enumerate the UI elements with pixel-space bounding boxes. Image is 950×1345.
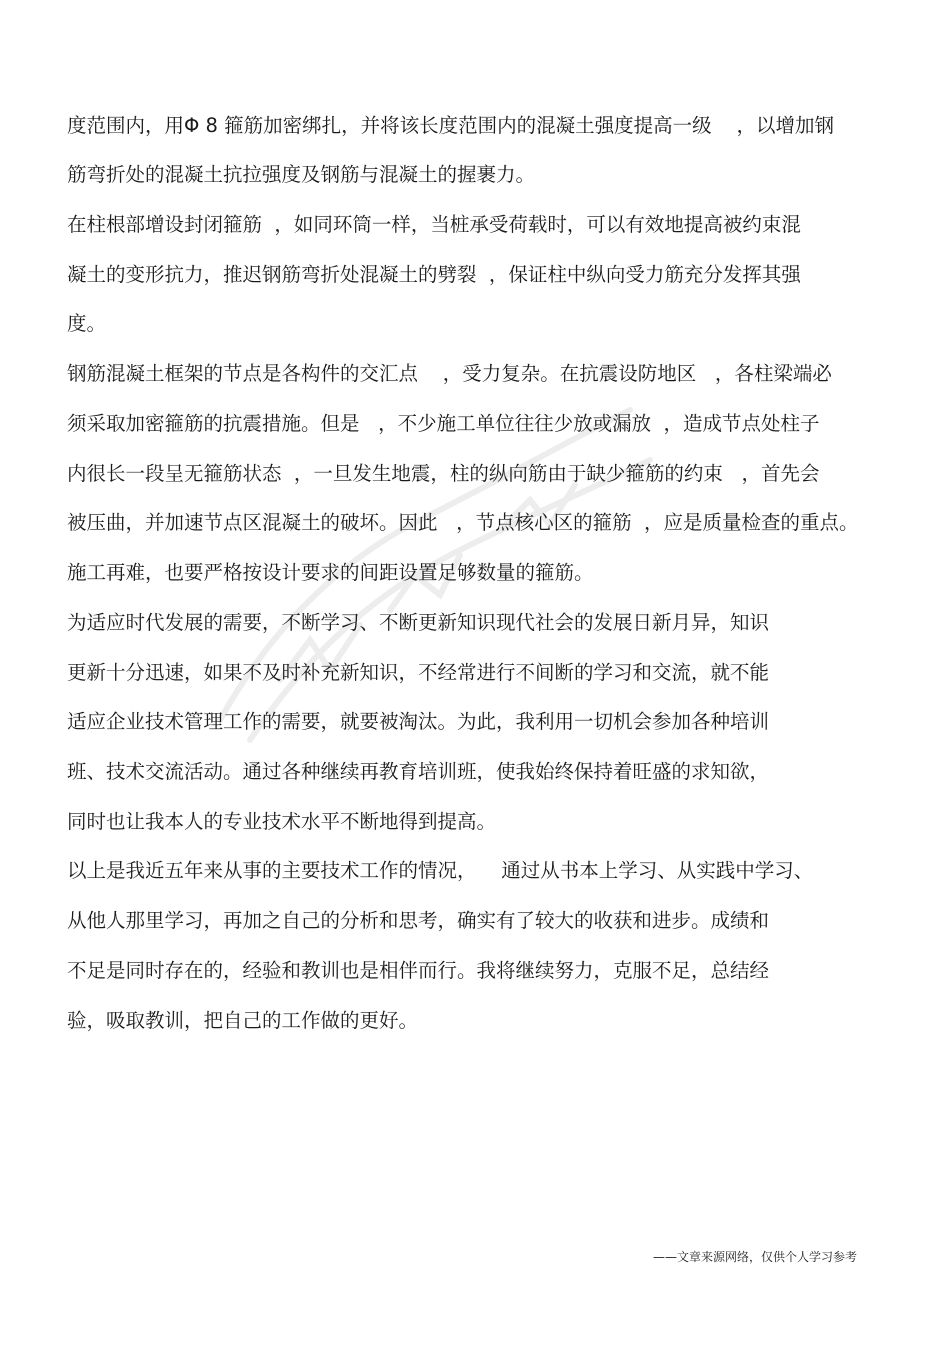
text-line: 验，吸取教训，把自己的工作做的更好。 <box>67 1009 419 1032</box>
text-line: 从他人那里学习，再加之自己的分析和思考，确实有了较大的收获和进步。成绩和 <box>67 909 770 932</box>
text-line: 不足是同时存在的，经验和教训也是相伴而行。我将继续努力，克服不足，总结经 <box>67 959 770 982</box>
text-line: 适应企业技术管理工作的需要，就要被淘汰。为此，我利用一切机会参加各种培训 <box>67 710 770 733</box>
text-line: 为适应时代发展的需要，不断学习、不断更新知识现代社会的发展日新月异，知识 <box>67 611 770 634</box>
text-line: 施工再难，也要严格按设计要求的间距设置足够数量的箍筋。 <box>67 561 594 584</box>
text-line: 以上是我近五年来从事的主要技术工作的情况， 通过从书本上学习、从实践中学习、 <box>67 859 814 882</box>
text-line: 度范围内，用Φ 8 箍筋加密绑扎，并将该长度范围内的混凝土强度提高一级 ，以增加钢 <box>67 114 834 137</box>
text-line: 班、技术交流活动。通过各种继续再教育培训班，使我始终保持着旺盛的求知欲， <box>67 760 770 783</box>
text-line: 钢筋混凝土框架的节点是各构件的交汇点 ，受力复杂。在抗震设防地区 ，各柱梁端必 <box>67 362 832 385</box>
text-line: 被压曲，并加速节点区混凝土的破坏。因此 ，节点核心区的箍筋 ，应是质量检查的重点。 <box>67 511 859 534</box>
text-line: 更新十分迅速，如果不及时补充新知识，不经常进行不间断的学习和交流，就不能 <box>67 661 770 684</box>
text-line: 筋弯折处的混凝土抗拉强度及钢筋与混凝土的握裹力。 <box>67 163 536 186</box>
text-line: 凝土的变形抗力，推迟钢筋弯折处混凝土的劈裂 ，保证柱中纵向受力筋充分发挥其强 <box>67 263 801 286</box>
text-line: 在柱根部增设封闭箍筋 ，如同环筒一样，当桩承受荷载时，可以有效地提高被约束混 <box>67 213 801 236</box>
text-line: 内很长一段呈无箍筋状态 ，一旦发生地震，柱的纵向筋由于缺少箍筋的约束 ，首先会 <box>67 462 820 485</box>
text-line: 同时也让我本人的专业技术水平不断地得到提高。 <box>67 810 497 833</box>
text-line: 须采取加密箍筋的抗震措施。但是 ，不少施工单位往往少放或漏放 ，造成节点处柱子 <box>67 412 820 435</box>
source-footnote: ——文章来源网络，仅供个人学习参考 <box>652 1250 857 1264</box>
text-line: 度。 <box>67 312 107 335</box>
